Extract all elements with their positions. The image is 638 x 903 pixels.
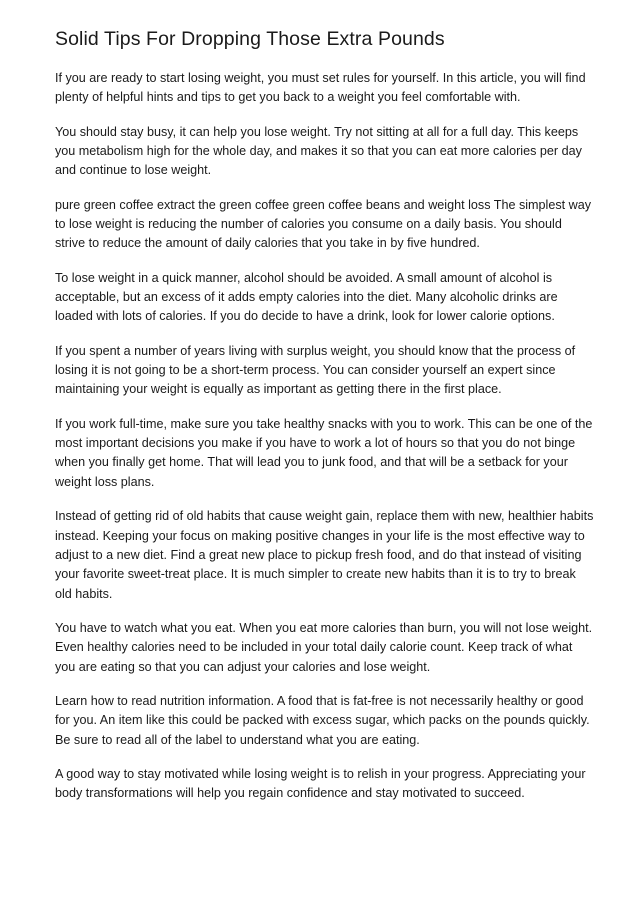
paragraph-8: You have to watch what you eat. When you eat more calories than burn, you will not lose weight. Even healthy calories need to be included in your total daily calorie count. Keep track of what you are eating so that you can adjust your calories and lose weight. (55, 620, 593, 674)
paragraph-2: You should stay busy, it can help you lose weight. Try not sitting at all for a full day. This keeps you metabolism high for the whole day, and makes it so that you can eat more calories per day and continue to lose weight. (55, 124, 582, 178)
document-page (55, 26, 595, 819)
paragraph-1: If you are ready to start losing weight, you must set rules for yourself. In this article, you will find plenty of helpful hints and tips to get you back to a weight you feel comfortable with. (55, 71, 586, 105)
paragraph-6: If you work full-time, make sure you take healthy snacks with you to work. This can be one of the most important decisions you make if you have to work a lot of hours so that you do not binge when you finally get home. That will lead you to junk food, and that will be a setback for your weight loss plans. (55, 416, 593, 489)
paragraph-3: pure green coffee extract the green coffee green coffee beans and weight loss The simplest way to lose weight is reducing the number of calories you consume on a daily basis. You should strive to reduce the amount of daily calories that you take in by five hundred. (55, 197, 592, 251)
document-title: Solid Tips For Dropping Those Extra Pounds (55, 28, 445, 50)
paragraph-9: Learn how to read nutrition information. A food that is fat-free is not necessarily healthy or good for you. An item like this could be packed with excess sugar, which packs on the pounds quickly. Be sure to read all of the label to understand what you are eating. (55, 693, 590, 747)
paragraph-10: A good way to stay motivated while losing weight is to relish in your progress. Appreciating your body transformations will help you regain confidence and stay motivated to succeed. (55, 766, 586, 801)
paragraph-4: To lose weight in a quick manner, alcohol should be avoided. A small amount of alcohol is acceptable, but an excess of it adds empty calories into the diet. Many alcoholic drinks are loaded with lots of calories. If you do decide to have a drink, look for lower calorie options. (55, 270, 558, 324)
paragraph-5: If you spent a number of years living with surplus weight, you should know that the process of losing it is not going to be a short-term process. You can consider yourself an expert since maintaining your weight is equally as important as getting there in the first place. (55, 343, 576, 397)
paragraph-7: Instead of getting rid of old habits that cause weight gain, replace them with new, healthier habits instead. Keeping your focus on making positive changes in your life is the most effective way to adjust to a new diet. Find a great new place to pickup fresh food, and do that instead of visiting your favorite sweet-treat place. It is much simpler to create new habits than it is to try to break old habits. (55, 509, 594, 601)
